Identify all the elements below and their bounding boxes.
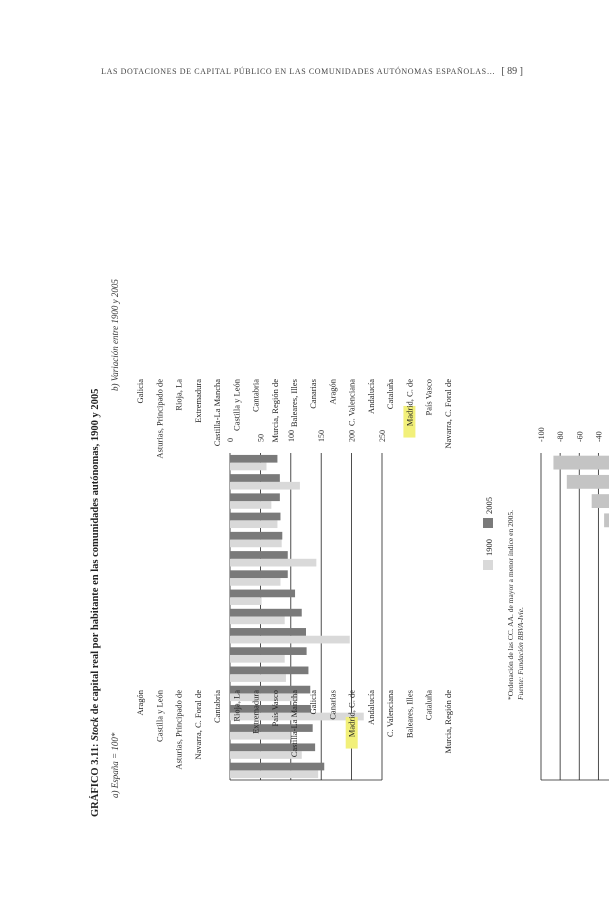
tick-label: -60: [575, 431, 585, 442]
bar-1900: [230, 655, 285, 663]
category-label: Cataluña: [423, 690, 434, 721]
tick-label: 100: [286, 430, 296, 442]
category-label: Cantabria: [250, 379, 261, 413]
bar-2005: [230, 647, 307, 655]
category-label: Aragón: [327, 379, 338, 405]
rotated-figure: [89, 279, 609, 817]
category-label: Asturias, Principado de: [173, 690, 184, 770]
legend-label: 2005: [484, 497, 494, 514]
category-label: Murcia, Región de: [442, 690, 453, 754]
category-label: Madrid, C. de: [346, 690, 357, 738]
category-label: Navarra, C. Foral de: [192, 690, 203, 760]
legend: [483, 497, 494, 570]
tick-label: 50: [256, 434, 266, 442]
bar-2005: [230, 763, 324, 771]
category-label: Cantabria: [212, 690, 223, 724]
figure-number: GRÁFICO 3.11:: [90, 740, 101, 817]
bar: [553, 456, 609, 470]
bar: [604, 513, 609, 527]
tick-label: 150: [317, 430, 327, 442]
bar-2005: [230, 570, 288, 578]
bar-2005: [230, 493, 280, 501]
category-label: Madrid, C. de: [404, 379, 415, 427]
bar-1900: [230, 540, 282, 548]
figure-title-em: Stock: [90, 716, 101, 741]
category-label: Murcia, Región de: [269, 379, 280, 443]
bar-1900: [230, 578, 280, 586]
bar: [567, 475, 609, 489]
legend-swatch-2005: [483, 518, 493, 528]
category-label: Navarra, C. Foral de: [442, 379, 453, 449]
category-label: Aragón: [135, 690, 146, 716]
category-label: Castilla y León: [231, 379, 242, 431]
bar-1900: [230, 636, 350, 644]
tick-label: 0: [226, 438, 235, 442]
category-label: C. Valenciana: [385, 690, 396, 738]
category-label: Cataluña: [385, 379, 396, 410]
running-title: LAS DOTACIONES DE CAPITAL PÚBLICO EN LAS COMUNIDADES AUTÓNOMAS ESPAÑOLAS…: [101, 67, 496, 76]
category-label: Andalucía: [365, 379, 376, 414]
tick-label: 250: [378, 430, 387, 442]
bar-2005: [230, 513, 280, 521]
category-label: Extremadura: [250, 690, 261, 734]
legend-label: 1900: [484, 539, 494, 556]
category-label: País Vasco: [269, 690, 280, 727]
category-label: Galicia: [308, 690, 319, 715]
bar-1900: [230, 482, 300, 490]
bar-2005: [230, 667, 308, 675]
source-note: Fuente: Fundación BBVA-Ivie.: [516, 607, 525, 700]
bar-2005: [230, 590, 295, 598]
bar-1900: [230, 559, 316, 567]
bar-1900: [230, 520, 277, 528]
bar-2005: [230, 743, 315, 751]
bar-1900: [230, 597, 262, 605]
bar-1900: [230, 501, 271, 509]
category-label: Castilla-La Mancha: [212, 379, 223, 447]
category-label: Baleares, Illes: [404, 690, 415, 739]
bar-2005: [230, 474, 280, 482]
legend-swatch-1900: [483, 560, 493, 570]
bar-2005: [230, 609, 302, 617]
footnote: *Ordenación de las CC. AA. de mayor a menor índice en 2005.: [506, 510, 515, 700]
chart-panel-1: [110, 279, 609, 780]
panel-subtitle: a) España = 100*: [110, 732, 120, 798]
bar-2005: [230, 551, 288, 559]
category-label: Asturias, Principado de: [154, 379, 165, 459]
bar-1900: [230, 617, 285, 625]
category-label: Castilla y León: [154, 690, 165, 742]
bar: [592, 494, 609, 508]
figure-title-rest: de capital real por habitante en las comunidades autónomas, 1900 y 2005: [90, 388, 101, 717]
bar-1900: [230, 770, 318, 778]
bar-2005: [230, 532, 282, 540]
bar-1900: [230, 463, 266, 471]
category-label: País Vasco: [423, 379, 434, 416]
panel-subtitle: b) Variación entre 1900 y 2005: [110, 279, 120, 391]
category-label: C. Valenciana: [346, 379, 357, 427]
category-label: Castilla-La Mancha: [289, 690, 299, 758]
category-label: Rioja, La: [231, 690, 242, 722]
bar-2005: [230, 455, 277, 463]
tick-label: 200: [347, 430, 357, 442]
category-label: Canarias: [327, 690, 338, 720]
figure-caption: [89, 389, 101, 817]
tick-label: -80: [556, 431, 566, 442]
category-label: Baleares, Illes: [289, 379, 299, 428]
tick-label: -100: [537, 427, 546, 442]
chart-panel-0: [110, 430, 494, 798]
category-label: Andalucía: [365, 690, 376, 725]
page-number: [ 89 ]: [501, 66, 523, 77]
category-label: Galicia: [135, 379, 146, 404]
category-label: Canarias: [308, 379, 319, 409]
bar-2005: [230, 628, 306, 636]
tick-label: -40: [594, 431, 604, 442]
bar-1900: [230, 674, 286, 682]
category-label: Rioja, La: [173, 379, 184, 411]
category-label: Extremadura: [192, 379, 203, 423]
